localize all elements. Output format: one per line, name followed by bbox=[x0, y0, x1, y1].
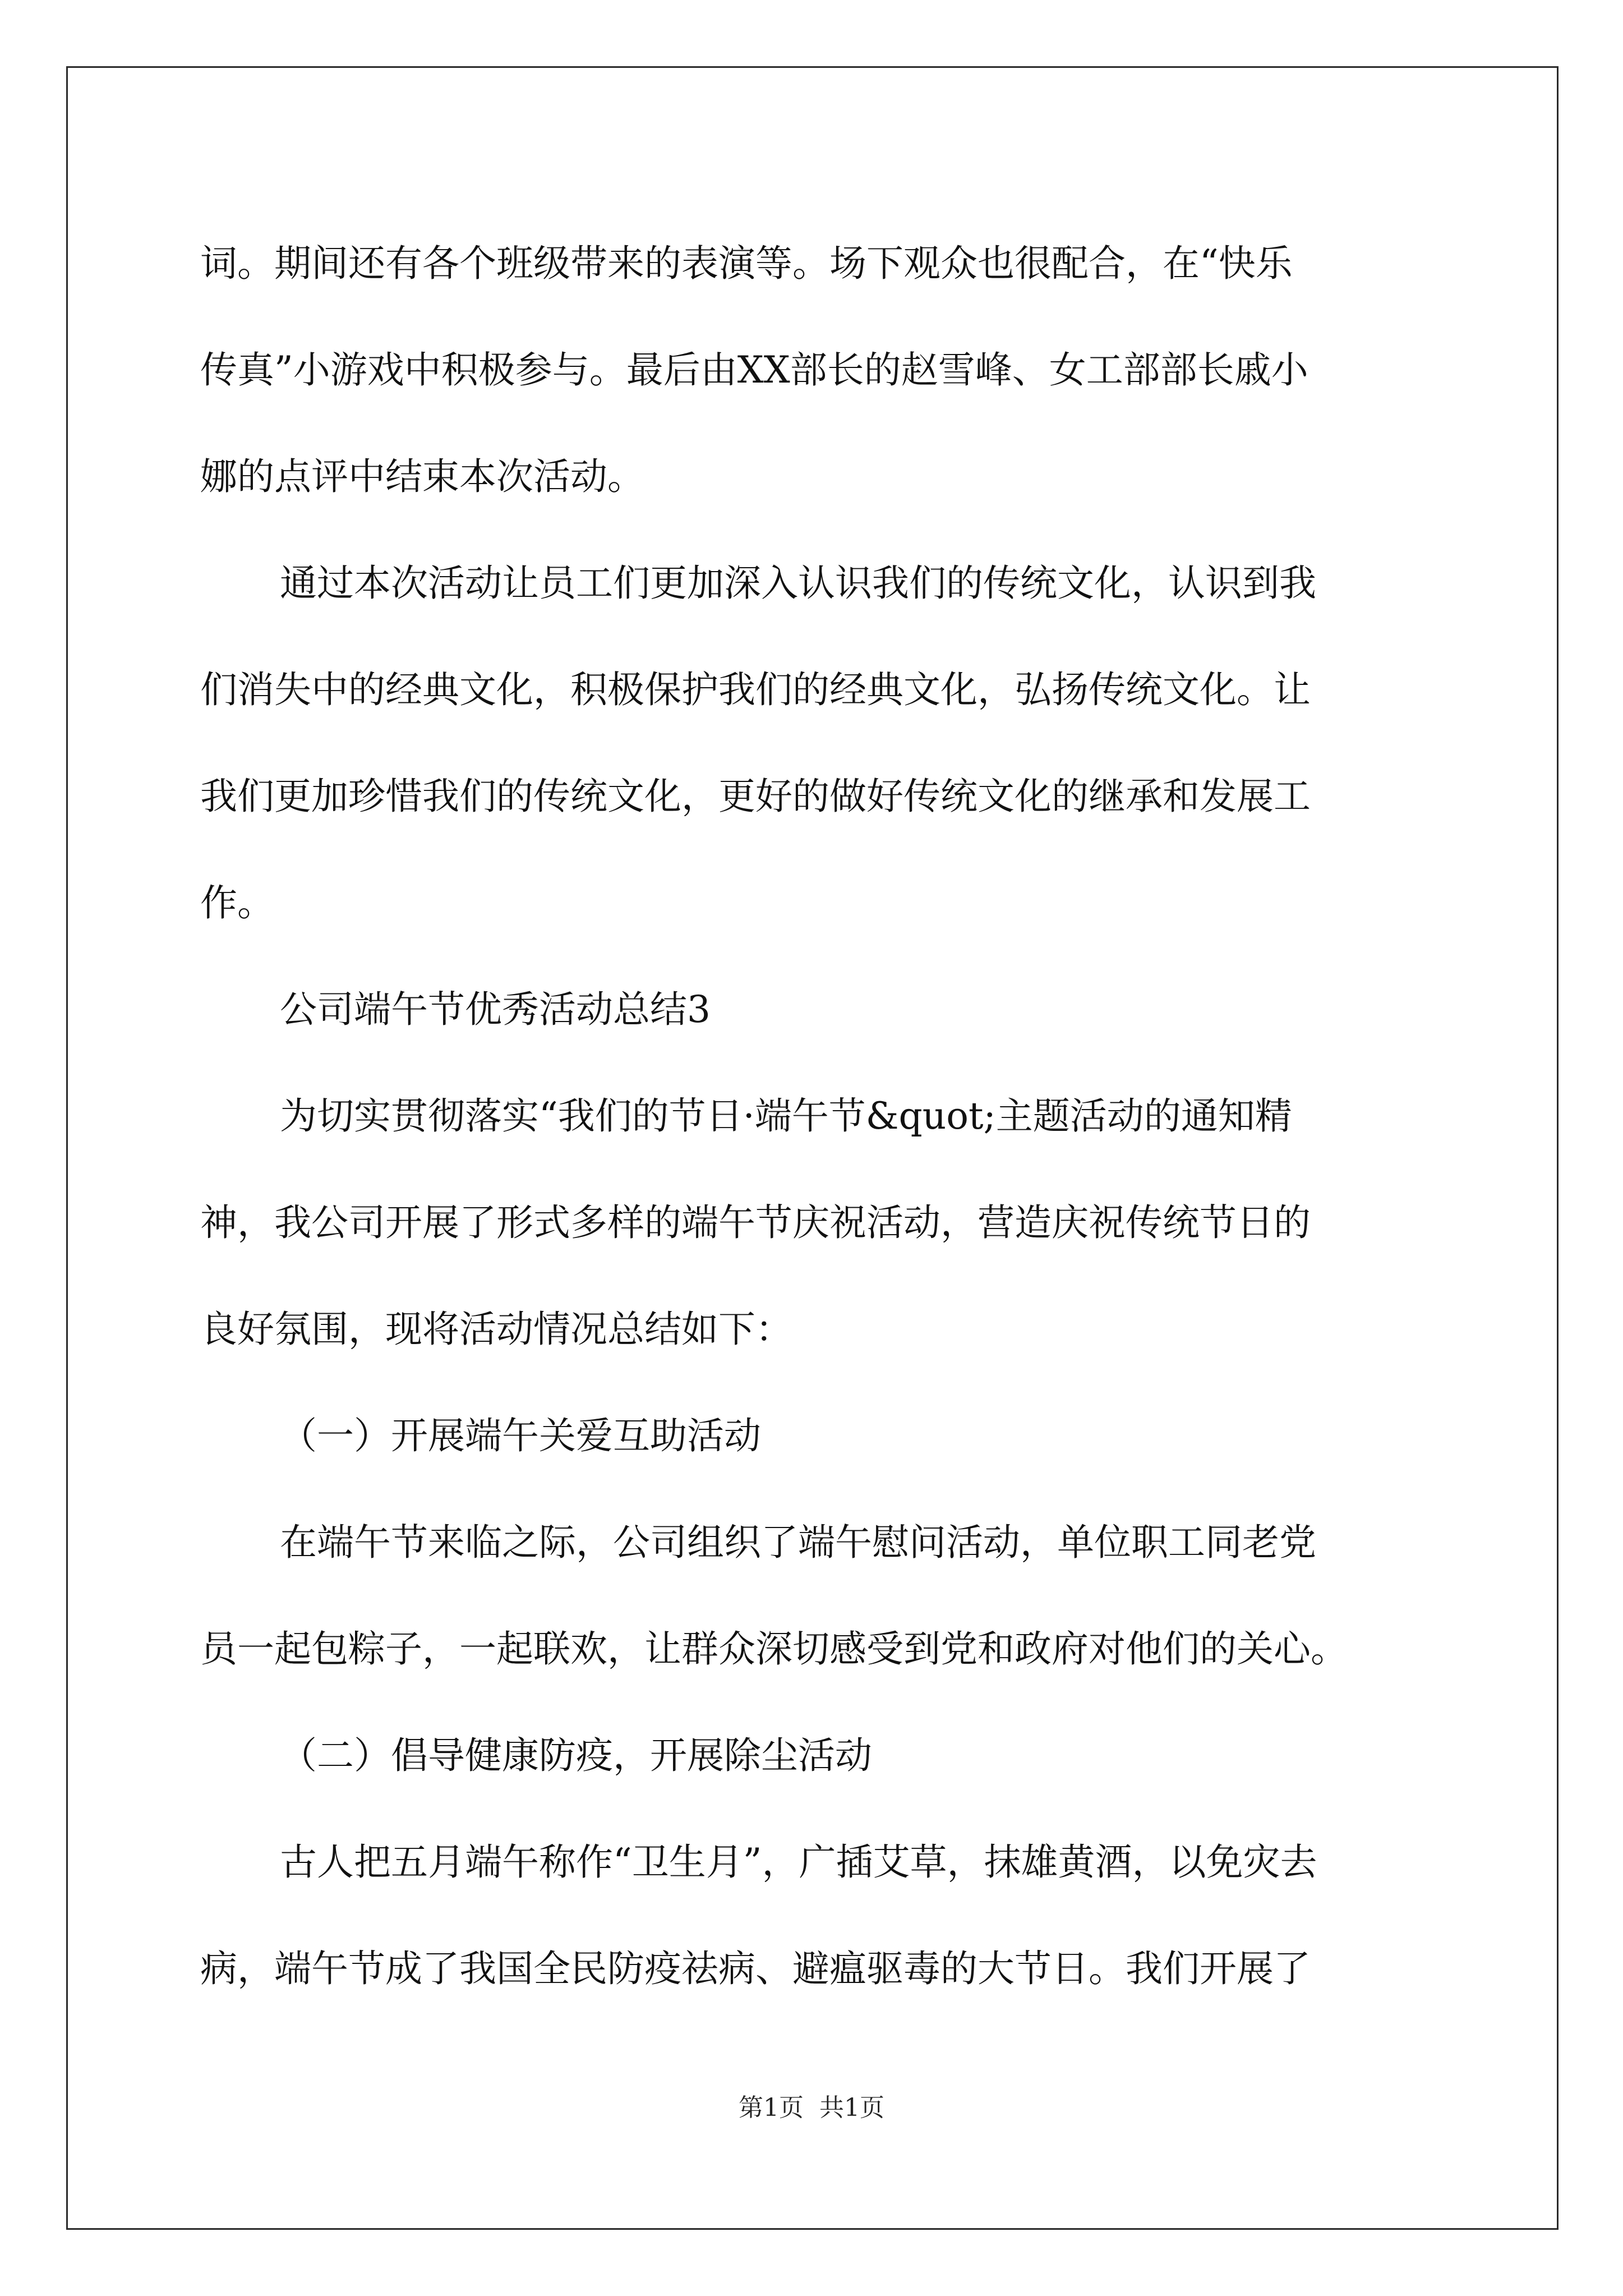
section-heading: 公司端午节优秀活动总结3 bbox=[280, 988, 711, 1031]
subheading-2: （二）倡导健康防疫，开展除尘活动 bbox=[280, 1734, 872, 1777]
text-line-5: 们消失中的经典文化，积极保护我们的经典文化，弘扬传统文化。让 bbox=[200, 668, 1311, 711]
document-body bbox=[200, 210, 1431, 2022]
text-line-14: 员一起包粽子，一起联欢，让群众深切感受到党和政府对他们的关心。 bbox=[200, 1627, 1348, 1671]
text-line-13: 在端午节来临之际，公司组织了端午慰问活动，单位职工同老党 bbox=[280, 1521, 1316, 1564]
page-number-current: 第1页 bbox=[739, 2093, 804, 2122]
text-line-4: 通过本次活动让员工们更加深入认识我们的传统文化，认识到我 bbox=[280, 562, 1316, 605]
text-line-2: 传真”小游戏中积极参与。最后由XX部长的赵雪峰、女工部部长戚小 bbox=[200, 348, 1308, 392]
text-line-17: 病，端午节成了我国全民防疫祛病、避瘟驱毒的大节日。我们开展了 bbox=[200, 1947, 1311, 1990]
page-footer bbox=[0, 2091, 1623, 2125]
text-line-10: 神，我公司开展了形式多样的端午节庆祝活动，营造庆祝传统节日的 bbox=[200, 1201, 1311, 1244]
text-line-9: 为切实贯彻落实“我们的节日·端午节&quot;主题活动的通知精 bbox=[280, 1094, 1292, 1138]
text-line-7: 作。 bbox=[200, 881, 274, 924]
text-line-1: 词。期间还有各个班级带来的表演等。场下观众也很配合，在“快乐 bbox=[200, 242, 1293, 285]
text-line-6: 我们更加珍惜我们的传统文化，更好的做好传统文化的继承和发展工 bbox=[200, 775, 1311, 818]
subheading-1: （一）开展端午关爱互助活动 bbox=[280, 1414, 761, 1457]
text-line-11: 良好氛围，现将活动情况总结如下： bbox=[200, 1308, 792, 1351]
text-line-3: 娜的点评中结束本次活动。 bbox=[200, 455, 644, 498]
text-line-16: 古人把五月端午称作“卫生月”，广插艾草，抹雄黄酒，以免灾去 bbox=[280, 1841, 1317, 1884]
page-number-total: 共1页 bbox=[819, 2093, 884, 2122]
